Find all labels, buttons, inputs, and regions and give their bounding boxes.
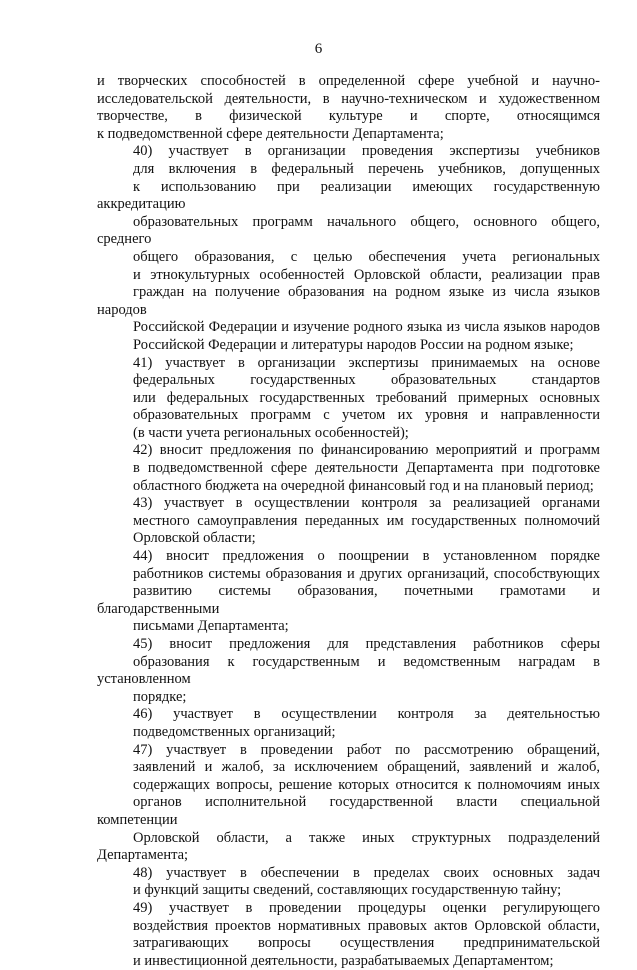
text-line: местного самоуправления переданных им государственных полномочий	[133, 512, 600, 529]
text-line: органов исполнительной государственной власти специальной компетенции	[97, 794, 600, 828]
paragraph-item-45	[97, 636, 600, 706]
text-line: воздействия проектов нормативных правовых актов Орловской области,	[133, 917, 600, 934]
text-line: письмами Департамента;	[133, 618, 289, 635]
text-line: исследовательской деятельности, в научно-техническом и художественном	[97, 90, 600, 107]
text-line: образования к государственным и ведомственным наградам в установленном	[97, 653, 600, 688]
text-line: в подведомственной сфере деятельности Департамента при подготовке	[133, 460, 600, 477]
text-line: 41) участвует в организации экспертизы принимаемых на основе	[133, 354, 600, 371]
text-line: (в части учета региональных особенностей);	[133, 424, 409, 441]
text-line: для включения в федеральный перечень учебников, допущенных	[133, 160, 600, 177]
text-line: заявлений и жалоб, за исключением обращений, заявлений и жалоб,	[133, 759, 600, 776]
text-line: областного бюджета на очередной финансовый год и на плановый период;	[133, 477, 594, 494]
paragraph-item-42	[97, 442, 600, 495]
text-line: 46) участвует в осуществлении контроля за деятельностью	[133, 706, 600, 723]
text-line: 49) участвует в проведении процедуры оценки регулирующего	[133, 899, 600, 916]
text-line: работников системы образования и других организаций, способствующих	[133, 565, 600, 582]
text-line: развитию системы образования, почетными грамотами и благодарственными	[97, 583, 600, 617]
paragraph-cont	[97, 73, 600, 143]
paragraph-item-48	[97, 865, 600, 900]
text-line: 43) участвует в осуществлении контроля за реализацией органами	[133, 495, 600, 512]
text-line: 48) участвует в обеспечении в пределах своих основных задач	[133, 864, 600, 881]
text-line: затрагивающих вопросы осуществления предпринимательской	[133, 935, 600, 952]
text-line: 45) вносит предложения для представления работников сферы	[133, 636, 600, 652]
paragraph-item-46	[97, 706, 600, 741]
text-line: содержащих вопросы, решение которых относится к полномочиям иных	[133, 776, 600, 793]
text-line: Орловской области;	[133, 530, 256, 547]
text-line: 44) вносит предложения о поощрении в установленном порядке	[133, 548, 600, 565]
text-line: 47) участвует в проведении работ по рассмотрению обращений,	[133, 741, 600, 758]
paragraph-item-47	[97, 742, 600, 865]
text-line: 40) участвует в организации проведения экспертизы учебников	[133, 143, 600, 160]
page-number: 6	[314, 41, 323, 57]
text-line: образовательных программ с учетом их уровня и направленности	[133, 407, 600, 424]
text-line: Российской Федерации и литературы народов России на родном языке;	[133, 336, 574, 353]
text-line: Российской Федерации и изучение родного языка из числа языков народов	[133, 319, 600, 336]
paragraph-item-41	[97, 355, 600, 443]
paragraph-item-49	[97, 900, 600, 970]
document-body	[97, 73, 600, 970]
text-line: граждан на получение образования на родном языке из числа языков народов	[97, 284, 600, 318]
text-line: и функций защиты сведений, составляющих государственную тайну;	[133, 882, 562, 899]
text-line: федеральных государственных образовательных стандартов	[133, 372, 600, 389]
text-line: или федеральных государственных требований примерных основных	[133, 389, 600, 406]
text-line: и творческих способностей в определенной сфере учебной и научно-	[97, 73, 600, 89]
text-line: и инвестиционной деятельности, разрабатываемых Департаментом;	[133, 952, 554, 969]
text-line: общего образования, с целью обеспечения учета региональных	[133, 248, 600, 265]
text-line: 42) вносит предложения по финансированию мероприятий и программ	[133, 442, 600, 459]
text-line: образовательных программ начального общего, основного общего, среднего	[97, 213, 600, 248]
paragraph-item-44	[97, 548, 600, 636]
text-line: творчестве, в физической культуре и спорте, относящимся	[97, 108, 600, 125]
text-line: к использованию при реализации имеющих государственную аккредитацию	[97, 178, 600, 213]
text-line: подведомственных организаций;	[133, 723, 336, 740]
text-line: и этнокультурных особенностей Орловской области, реализации прав	[133, 266, 600, 283]
text-line: к подведомственной сфере деятельности Департамента;	[97, 125, 444, 142]
paragraph-item-43	[97, 495, 600, 548]
text-line: Орловской области, а также иных структурных подразделений Департамента;	[97, 829, 600, 864]
paragraph-item-40	[97, 143, 600, 354]
text-line: порядке;	[133, 688, 187, 705]
